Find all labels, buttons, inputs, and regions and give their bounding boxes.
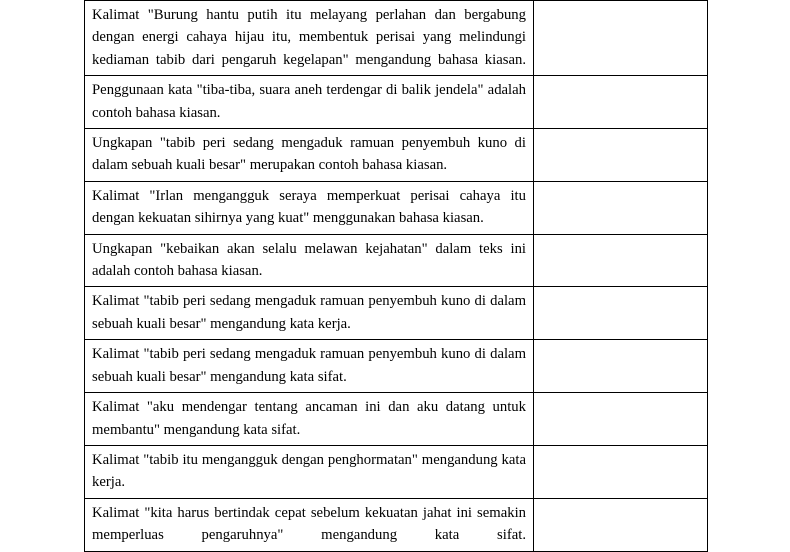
statement-cell bbox=[85, 287, 534, 340]
table-body bbox=[85, 1, 708, 552]
statement-cell bbox=[85, 76, 534, 129]
answer-cell[interactable] bbox=[534, 234, 708, 287]
answer-cell[interactable] bbox=[534, 340, 708, 393]
table-row bbox=[85, 1, 708, 76]
statement-text: Kalimat "Burung hantu putih itu melayang perlahan dan bergabung dengan energi cahaya hijau itu, membentuk perisai yang melindungi kediaman tabib dari pengaruh kegelapan" mengandung bahasa kiasan. bbox=[92, 7, 526, 68]
statements-table bbox=[84, 0, 708, 552]
statement-text: Penggunaan kata "tiba-tiba, suara aneh terdengar di balik jendela" adalah contoh bahasa kiasan. bbox=[92, 82, 526, 121]
table-row bbox=[85, 76, 708, 129]
statement-text: Kalimat "tabib peri sedang mengaduk ramuan penyembuh kuno di dalam sebuah kuali besar" mengandung kata kerja. bbox=[92, 293, 526, 332]
statement-cell bbox=[85, 340, 534, 393]
answer-text bbox=[534, 340, 707, 347]
answer-cell[interactable] bbox=[534, 1, 708, 76]
answer-cell[interactable] bbox=[534, 498, 708, 551]
statement-cell bbox=[85, 181, 534, 234]
statement-text: Kalimat "aku mendengar tentang ancaman ini dan aku datang untuk membantu" mengandung kata sifat. bbox=[92, 399, 526, 438]
table-row bbox=[85, 340, 708, 393]
answer-cell[interactable] bbox=[534, 393, 708, 446]
answer-text bbox=[534, 393, 707, 400]
answer-text bbox=[534, 1, 707, 8]
table-row bbox=[85, 129, 708, 182]
answer-text bbox=[534, 499, 707, 506]
statement-text: Ungkapan "kebaikan akan selalu melawan kejahatan" dalam teks ini adalah contoh bahasa kiasan. bbox=[92, 240, 526, 280]
statement-cell bbox=[85, 445, 534, 498]
statement-cell bbox=[85, 498, 534, 551]
statement-text: Kalimat "tabib itu mengangguk dengan penghormatan" mengandung kata kerja. bbox=[92, 451, 526, 491]
answer-text bbox=[534, 129, 707, 136]
answer-text bbox=[534, 182, 707, 189]
table-row bbox=[85, 287, 708, 340]
statement-cell bbox=[85, 234, 534, 287]
statement-text: Ungkapan "tabib peri sedang mengaduk ramuan penyembuh kuno di dalam sebuah kuali besar" merupakan contoh bahasa kiasan. bbox=[92, 135, 526, 174]
answer-cell[interactable] bbox=[534, 181, 708, 234]
table-row bbox=[85, 234, 708, 287]
statement-text: Kalimat "tabib peri sedang mengaduk ramuan penyembuh kuno di dalam sebuah kuali besar" mengandung kata sifat. bbox=[92, 346, 526, 385]
answer-text bbox=[534, 446, 707, 453]
statement-cell bbox=[85, 1, 534, 76]
answer-cell[interactable] bbox=[534, 445, 708, 498]
answer-cell[interactable] bbox=[534, 129, 708, 182]
statement-cell bbox=[85, 129, 534, 182]
table-row bbox=[85, 498, 708, 551]
statement-text: Kalimat "Irlan mengangguk seraya memperkuat perisai cahaya itu dengan kekuatan sihirnya yang kuat" menggunakan bahasa kiasan. bbox=[92, 187, 526, 227]
answer-text bbox=[534, 235, 707, 242]
statement-cell bbox=[85, 393, 534, 446]
statement-text: Kalimat "kita harus bertindak cepat sebelum kekuatan jahat ini semakin memperluas pengaruhnya" mengandung kata sifat. bbox=[92, 504, 526, 544]
answer-text bbox=[534, 287, 707, 294]
table-row bbox=[85, 445, 708, 498]
answer-cell[interactable] bbox=[534, 287, 708, 340]
answer-text bbox=[534, 76, 707, 83]
table-row bbox=[85, 393, 708, 446]
answer-cell[interactable] bbox=[534, 76, 708, 129]
table-row bbox=[85, 181, 708, 234]
